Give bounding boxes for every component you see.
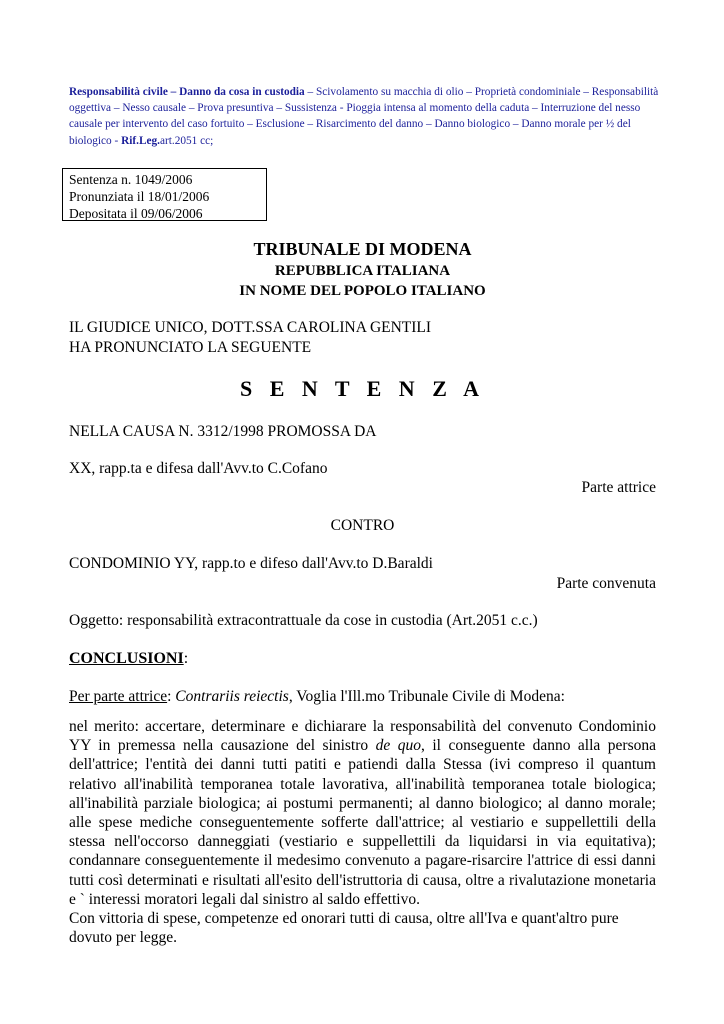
merito-text-b: , il conseguente danno alla persona dell'attrice; l'entità dei danni tutti patiti e patiendi dalla Stessa (ivi compreso il quantum relativo all'inabilità temporanea totale lavorativa, all'inabilità temporanea totale biologica; all'inabilità parziale biologica; ai postumi permanenti; al danno biologico; al danno morale; alle spese mediche conseguentemente sofferte dall'attrice; al vestiario e suppellettili della stessa nell'occorso danneggiati (vestiario e suppellettili da liquidarsi in via equitativa); condannare conseguentemente il medesimo convenuto a pagare-risarcire l'attrice di essi danni tutti così determinati e risultati all'esito dell'istruttoria di causa, oltre a rivalutazione monetaria e ` interessi moratori legali dal sinistro al saldo effettivo. <box>69 737 656 908</box>
merito-paragraph <box>69 717 656 909</box>
conclusioni-title: CONCLUSIONI <box>69 650 184 667</box>
plaintiff-role: Parte attrice <box>581 479 656 496</box>
plaintiff-name: XX, rapp.ta e difesa dall'Avv.to C.Cofano <box>69 460 328 477</box>
attrice-label: Per parte attrice <box>69 688 168 705</box>
sentenza-title: S E N T E N Z A <box>239 376 486 401</box>
sentenza-info-box <box>62 168 267 221</box>
spese-paragraph: Con vittoria di spese, competenze ed onorari tutti di causa, oltre all'Iva e quant'altro pure dovuto per legge. <box>69 910 619 947</box>
oggetto-line: Oggetto: responsabilità extracontrattuale da cose in custodia (Art.2051 c.c.) <box>69 612 538 629</box>
causa-line: NELLA CAUSA N. 3312/1998 PROMOSSA DA <box>69 423 377 440</box>
attrice-intro <box>69 687 565 707</box>
summary-lead: Responsabilità civile – Danno da cosa in custodia <box>69 86 305 98</box>
contro-label: CONTRO <box>330 517 395 534</box>
pronunziata-date: Pronunziata il 18/01/2006 <box>69 189 210 204</box>
attrice-intro-text: , Voglia l'Ill.mo Tribunale Civile di Modena: <box>288 688 565 705</box>
court-name: TRIBUNALE DI MODENA <box>253 239 472 259</box>
sentenza-number: Sentenza n. 1049/2006 <box>69 172 193 187</box>
conclusioni-colon: : <box>183 650 189 667</box>
republic-heading: REPUBBLICA ITALIANA <box>274 263 451 279</box>
attrice-conclusions <box>69 717 656 947</box>
depositata-date: Depositata il 09/06/2006 <box>69 206 203 221</box>
attrice-colon: : <box>167 688 176 705</box>
summary-ref-text: art.2051 cc; <box>160 134 214 147</box>
pronounced-line: HA PRONUNCIATO LA SEGUENTE <box>69 339 312 356</box>
conclusioni-heading <box>69 649 188 669</box>
defendant-role: Parte convenuta <box>556 575 656 592</box>
contrariis-italic: Contrariis reiectis <box>175 688 289 705</box>
de-quo-italic: de quo <box>375 737 422 755</box>
merito-text-a: nel merito: accertare, determinare e dichiarare la responsabilità del convenuto Condominio YY in premessa nella causazione del sinistro <box>69 718 656 755</box>
summary-ref-label: Rif.Leg. <box>121 134 160 147</box>
summary-header <box>69 84 659 149</box>
judge-line: IL GIUDICE UNICO, DOTT.SSA CAROLINA GENTILI <box>69 319 432 336</box>
defendant-name: CONDOMINIO YY, rapp.to e difeso dall'Avv.to D.Baraldi <box>69 555 433 572</box>
people-heading: IN NOME DEL POPOLO ITALIANO <box>239 283 486 299</box>
summary-text: – Scivolamento su macchia di olio – Proprietà condominiale – Responsabilità oggettiva – Nesso causale – Prova presuntiva – Sussistenza - Pioggia intensa al momento della caduta – Interruzione del nesso causale per intervento del caso fortuito – Esclusione – Risarcimento del danno – Danno biologico – Danno morale per ½ del biologico - <box>69 86 659 147</box>
